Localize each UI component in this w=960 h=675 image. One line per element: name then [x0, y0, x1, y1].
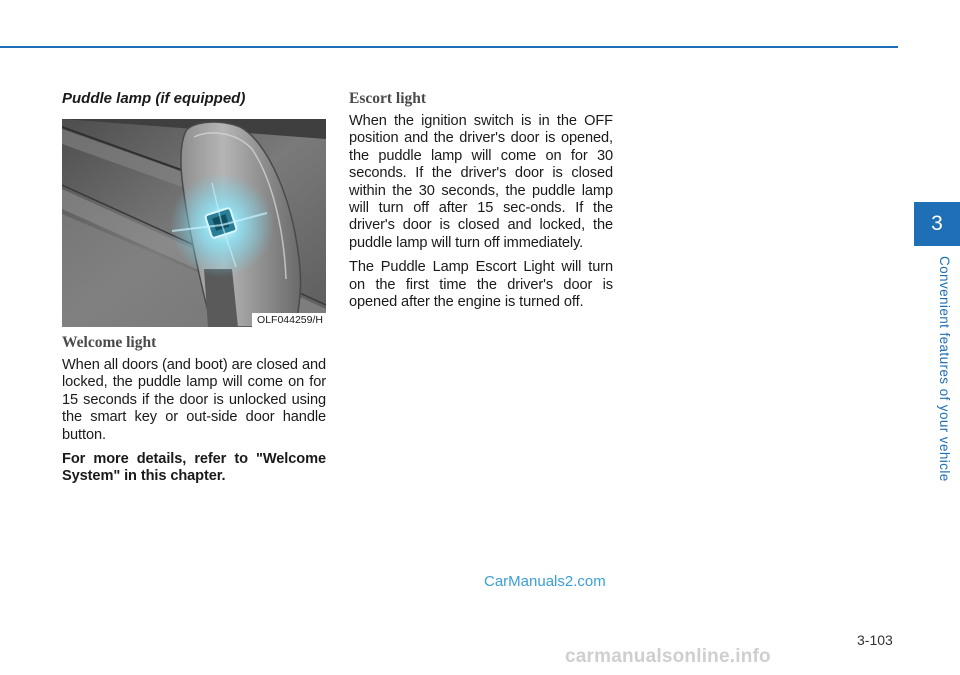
watermark-link[interactable]: CarManuals2.com: [484, 573, 606, 590]
welcome-light-paragraph: When all doors (and boot) are closed and locked, the puddle lamp will come on for 15 seconds if the door is unlocked using the smart key or out-side door handle button.: [62, 357, 326, 443]
watermark-footer: carmanualsonline.info: [565, 646, 771, 667]
side-mirror-illustration: [62, 119, 326, 327]
chapter-title: Convenient features of your vehicle: [937, 256, 952, 482]
chapter-tab: [914, 202, 960, 246]
puddle-lamp-figure: [62, 119, 326, 327]
page-number: 3-103: [857, 632, 893, 648]
left-column: [62, 90, 326, 493]
welcome-light-note: For more details, refer to "Welcome System" in this chapter.: [62, 451, 326, 485]
chapter-number: 3: [931, 212, 943, 235]
escort-light-paragraph-2: The Puddle Lamp Escort Light will turn on the first time the driver's door is opened after the engine is turned off.: [349, 259, 613, 311]
header-rule: [0, 46, 898, 48]
middle-column: [349, 90, 613, 318]
welcome-light-heading: Welcome light: [62, 334, 157, 351]
section-heading: Puddle lamp (if equipped): [62, 90, 246, 107]
figure-caption: OLF044259/H: [252, 313, 326, 327]
escort-light-heading: Escort light: [349, 90, 427, 107]
escort-light-paragraph-1: When the ignition switch is in the OFF position and the driver's door is opened, the puddle lamp will come on for 30 seconds. If the driver's door is closed within the 30 seconds, the puddle lamp will turn off after 15 sec-onds. If the driver's door is closed and locked, the puddle lamp will turn off immediately.: [349, 113, 613, 251]
